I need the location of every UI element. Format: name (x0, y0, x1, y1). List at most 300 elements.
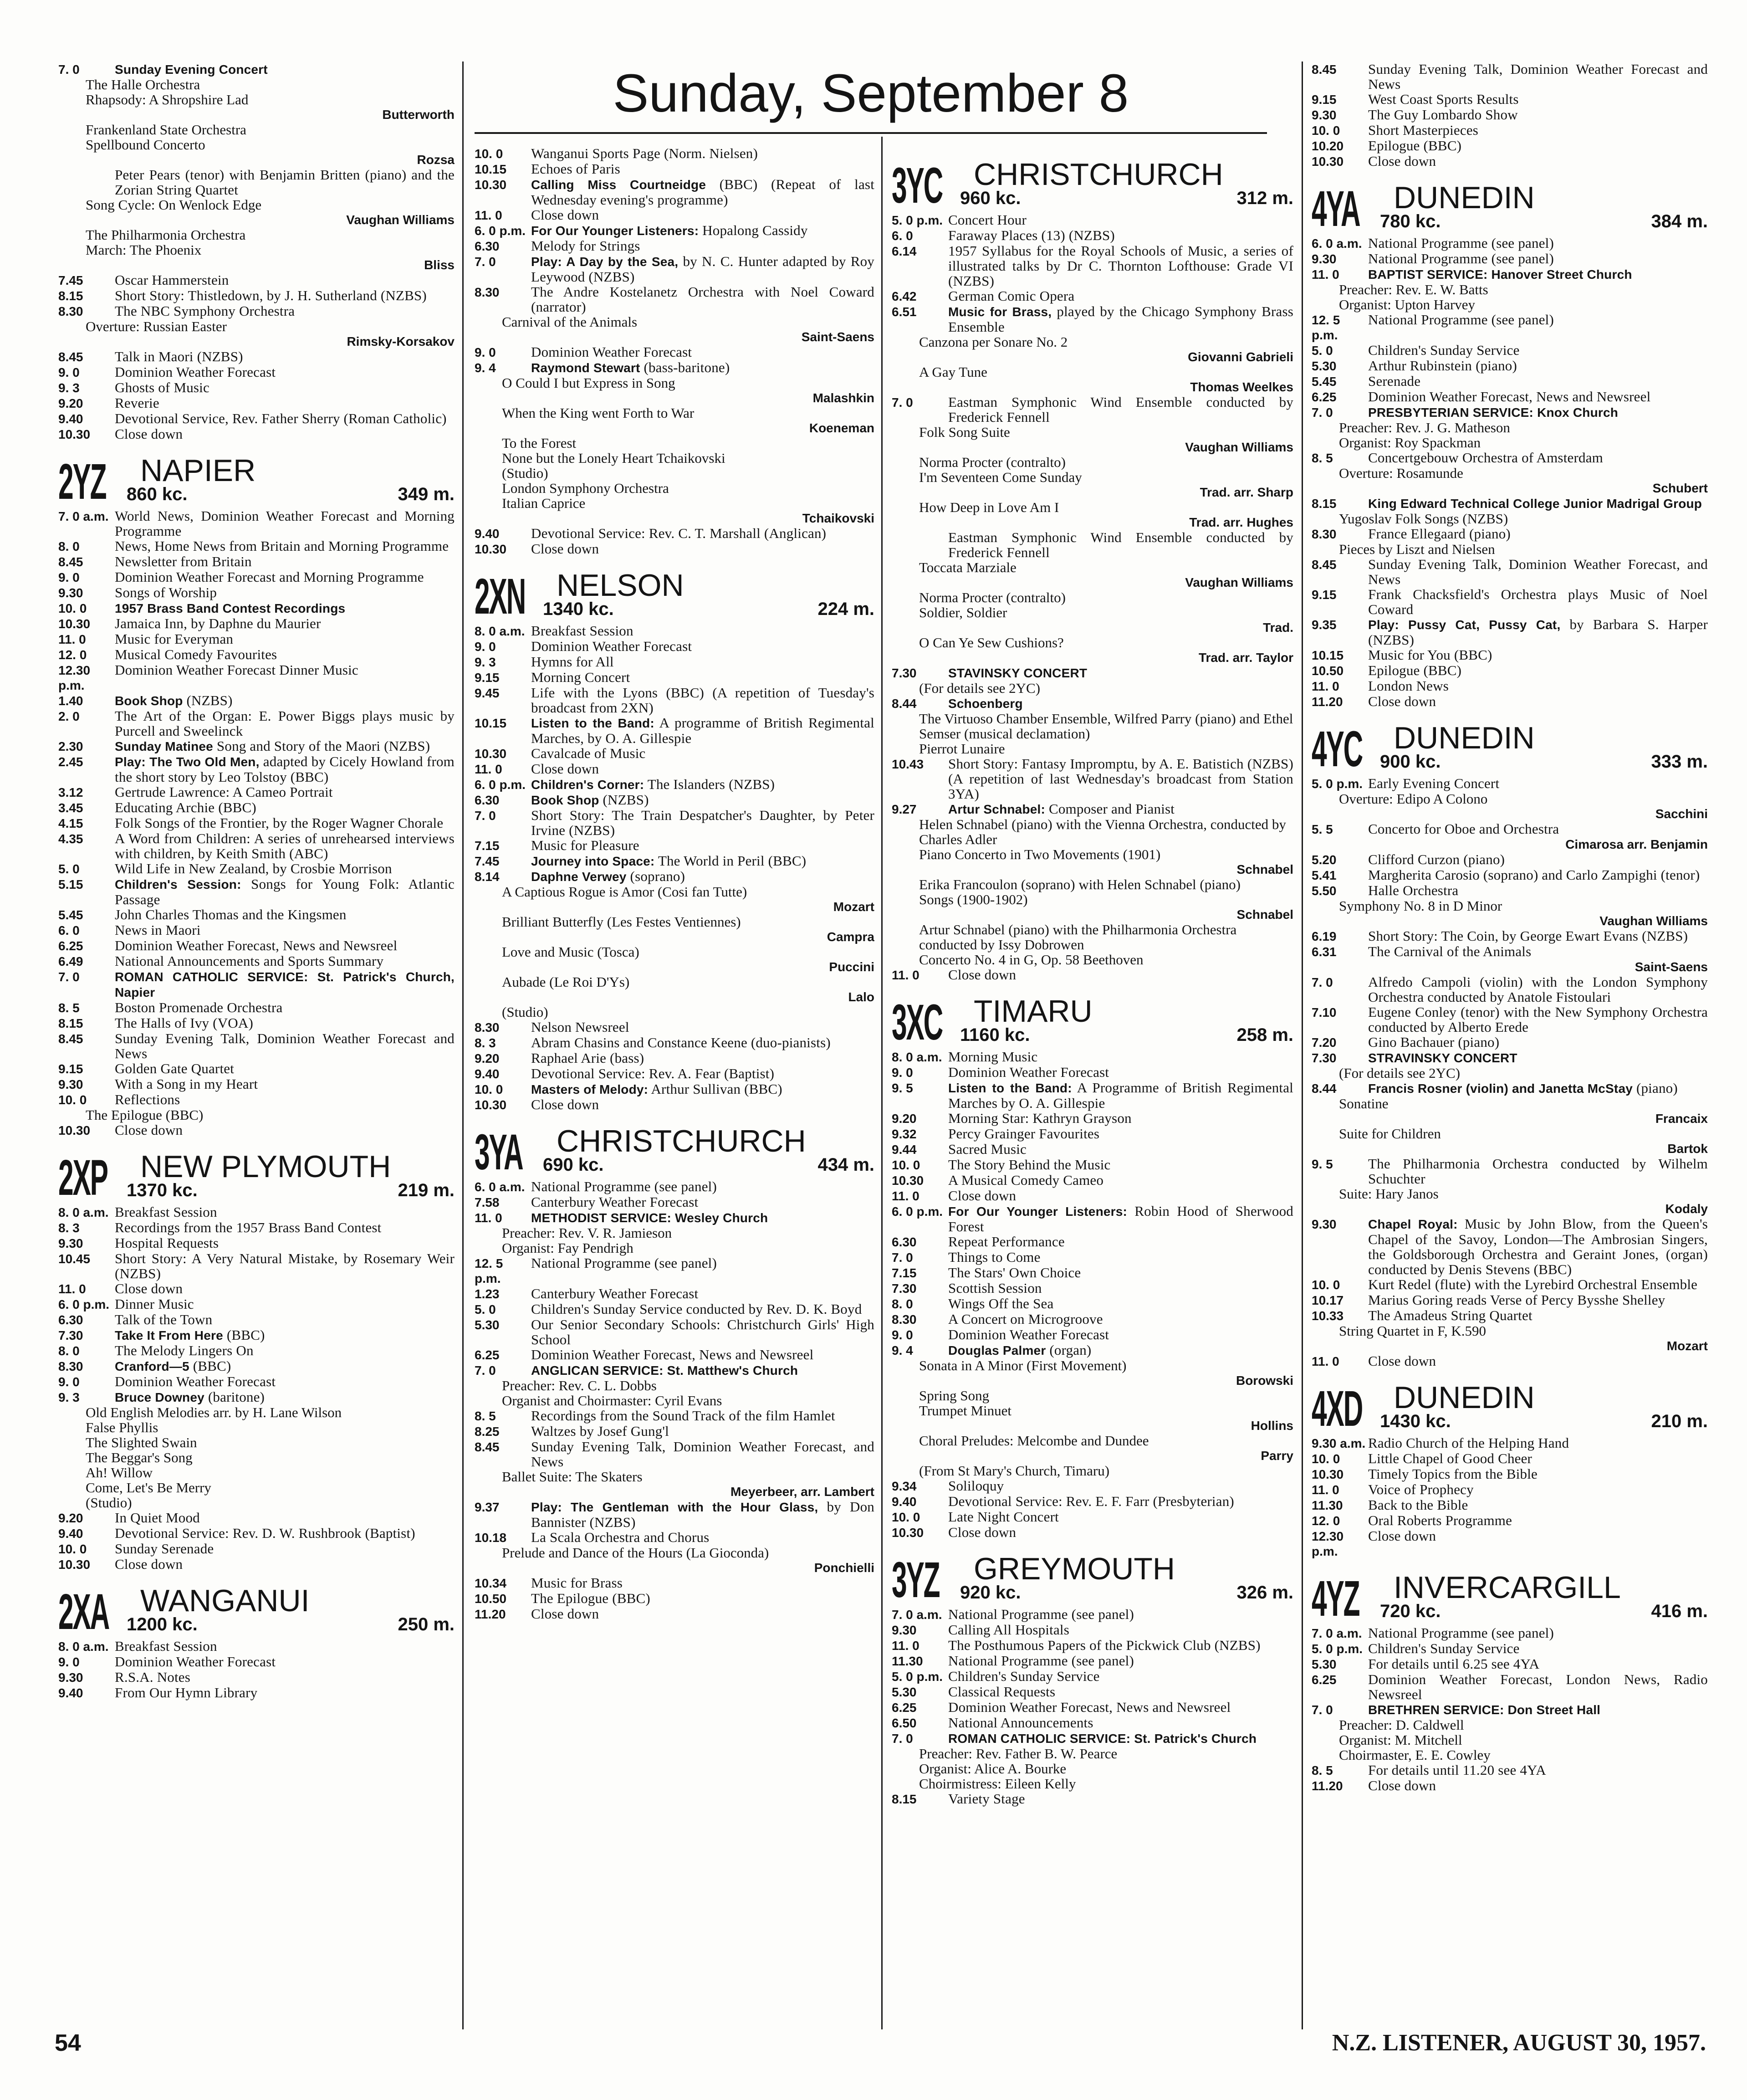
entry-text (1368, 1353, 1708, 1368)
entry-text (115, 288, 455, 303)
entry-text (531, 777, 874, 792)
entry-time: 9.44 (892, 1142, 917, 1157)
programme-entry (58, 907, 455, 922)
entry-description: Breakfast Session (115, 1638, 217, 1654)
entry-detail-line: Organist: Fay Pendrigh (502, 1240, 633, 1256)
entry-description: Eastman Symphonic Wind Ensemble conducted by Frederick Fennell (948, 394, 1293, 425)
entry-description: by Don Bannister (NZBS) (531, 1499, 874, 1530)
entry-description: La Scala Orchestra and Chorus (531, 1529, 710, 1545)
entry-description: National Programme (see panel) (1368, 251, 1554, 266)
entry-description: Close down (531, 1606, 599, 1622)
entry-text (115, 861, 455, 876)
entry-description: Dominion Weather Forecast (531, 638, 692, 654)
entry-text (531, 654, 874, 669)
programme-entry (892, 1478, 1293, 1494)
station-wavelength: 326 m. (1236, 1583, 1293, 1603)
entry-detail-line: Suite: Hary Janos (1339, 1186, 1439, 1202)
entry-time: 6.25 (1312, 390, 1337, 404)
programme-entry (58, 538, 455, 554)
entry-description: France Ellegaard (piano) (1368, 526, 1511, 542)
entry-description: Dominion Weather Forecast and Morning Programme (115, 569, 424, 585)
entry-description: (NZBS) (186, 692, 233, 708)
entry-time: 10. 0 (1312, 123, 1340, 138)
entry-description: National Programme (see panel) (531, 1178, 717, 1194)
entry-text (115, 1374, 455, 1389)
entry-text (948, 756, 1293, 801)
programme-entry (58, 1654, 455, 1670)
entry-highlight: Children's Session: (115, 877, 241, 891)
programme-entry (1312, 1778, 1708, 1793)
programme-entry (1312, 1641, 1708, 1656)
programme-entry (1312, 123, 1708, 138)
entry-highlight: Play: The Gentleman with the Hour Glass, (531, 1500, 818, 1514)
entry-text (1368, 450, 1708, 465)
programme-entry (1312, 867, 1708, 883)
entry-time: 6.30 (892, 1235, 917, 1249)
programme-entry (58, 1541, 455, 1557)
programme-entry (892, 1080, 1293, 1111)
entry-text (948, 1157, 1293, 1172)
station-callsign: 4XD (1312, 1381, 1363, 1437)
entry-text (1368, 251, 1708, 266)
station-details (960, 993, 1293, 1046)
entry-description: Ghosts of Music (115, 379, 209, 395)
programme-entry (58, 784, 455, 800)
entry-text (531, 1530, 874, 1545)
entry-text (531, 808, 874, 838)
entry-detail-line: (For details see 2YC) (1339, 1065, 1461, 1081)
entry-text (115, 1235, 455, 1250)
entry-description: The Art of the Organ: E. Power Biggs plays music by Purcell and Sweelinck (115, 708, 455, 739)
entry-time: 8. 0 a.m. (58, 1639, 109, 1654)
programme-entry (58, 288, 455, 303)
programme-entry (1312, 944, 1708, 959)
programme-entry (58, 1015, 455, 1031)
entry-time: 8.45 (1312, 62, 1337, 77)
entry-text (1368, 1451, 1708, 1466)
entry-text (948, 1250, 1293, 1265)
entry-composer: Mozart (1666, 1339, 1708, 1353)
entry-highlight: Take It From Here (115, 1328, 223, 1342)
programme-entry (1312, 405, 1708, 420)
entry-text (1368, 266, 1708, 282)
programme-entry (1312, 526, 1708, 542)
entry-description: World News, Dominion Weather Forecast and Morning Programme (115, 508, 455, 539)
station-callsign: 2XP (58, 1150, 107, 1206)
entry-detail-line: (Studio) (86, 1495, 132, 1511)
station-frequency: 690 kc. (543, 1155, 604, 1175)
entry-description: Epilogue (BBC) (1368, 138, 1462, 154)
entry-description: Dominion Weather Forecast (948, 1327, 1109, 1342)
entry-description: National Programme (see panel) (1368, 312, 1554, 328)
entry-time: 10. 0 (58, 1542, 87, 1556)
entry-description: Short Story: Fantasy Impromptu, by A. E. Batistich (NZBS) (A repetition of last Wednesday's broadcast from Station 3YA) (948, 756, 1293, 802)
entry-description: Close down (948, 967, 1017, 983)
station-wavelength: 258 m. (1236, 1025, 1293, 1045)
entry-detail-line: Preacher: D. Caldwell (1339, 1717, 1464, 1733)
programme-entry (475, 1424, 874, 1439)
entry-text (1368, 1035, 1708, 1050)
entry-description: by Barbara S. Harper (NZBS) (1368, 616, 1708, 648)
station-heading (1312, 719, 1708, 777)
entry-detail-line: Suite for Children (1339, 1126, 1441, 1142)
entry-highlight: Play: The Two Old Men, (115, 755, 260, 769)
programme-entry (58, 754, 455, 784)
station-heading (1312, 1569, 1708, 1627)
entry-time: 9.15 (475, 671, 500, 685)
entry-text (115, 831, 455, 861)
entry-time: 9.15 (1312, 588, 1337, 602)
entry-text (115, 1251, 455, 1281)
entry-description: Song and Story of the Maori (NZBS) (216, 738, 430, 754)
entry-description: The Story Behind the Music (948, 1157, 1111, 1173)
entry-text (948, 967, 1293, 982)
entry-time: 7. 0 (1312, 405, 1333, 420)
entry-text (115, 1557, 455, 1572)
entry-detail-line: Preacher: Rev. Father B. W. Pearce (919, 1746, 1118, 1762)
entry-description: Echoes of Paris (531, 161, 620, 177)
entry-description: Robin Hood of Sherwood Forest (948, 1203, 1293, 1234)
entry-time: 9.20 (58, 396, 83, 410)
entry-text (948, 1731, 1293, 1746)
entry-description: Late Night Concert (948, 1509, 1059, 1525)
entry-text (531, 254, 874, 284)
programme-entry (58, 585, 455, 600)
entry-time: 5.20 (1312, 853, 1337, 867)
entry-text (115, 508, 455, 538)
entry-text (1368, 1778, 1708, 1793)
programme-entry (892, 1653, 1293, 1669)
entry-detail-line: Overture: Rosamunde (1339, 465, 1463, 481)
entry-description: Folk Songs of the Frontier, by the Roger Wagner Chorale (115, 815, 444, 831)
programme-entry (58, 953, 455, 969)
programme-entry (58, 1204, 455, 1220)
entry-text (948, 1638, 1293, 1653)
entry-description: Music for Everyman (115, 631, 234, 647)
entry-text (531, 869, 874, 884)
entry-detail-line: To the Forest (502, 435, 577, 451)
programme-entry (58, 1358, 455, 1374)
entry-description: The Amadeus String Quartet (1368, 1307, 1532, 1323)
entry-time: 9.30 (892, 1623, 917, 1637)
entry-text (948, 1126, 1293, 1141)
entry-description: The NBC Symphony Orchestra (115, 303, 295, 319)
entry-time: 11. 0 (475, 208, 502, 222)
entry-description: Sunday Evening Talk, Dominion Weather Forecast, and News (531, 1439, 874, 1470)
entry-time: 7. 0 (475, 809, 496, 823)
entry-text (115, 554, 455, 569)
entry-description: London News (1368, 678, 1449, 694)
entry-time: 10. 0 (892, 1510, 920, 1524)
entry-text (1368, 1435, 1708, 1450)
programme-entry (58, 554, 455, 569)
entry-text (115, 922, 455, 937)
entry-description: Back to the Bible (1368, 1497, 1468, 1513)
entry-description: Our Senior Secondary Schools: Christchurch Girls' High School (531, 1316, 874, 1347)
programme-entry (58, 938, 455, 953)
programme-entry (1312, 1702, 1708, 1717)
programme-entry (1312, 776, 1708, 791)
entry-text (531, 1066, 874, 1081)
programme-entry (1312, 928, 1708, 944)
entry-text (948, 1525, 1293, 1540)
station-frequency: 1430 kc. (1380, 1411, 1451, 1431)
programme-entry (892, 696, 1293, 711)
programme-entry (1312, 389, 1708, 405)
entry-text (531, 1347, 874, 1362)
entry-text (531, 1424, 874, 1439)
entry-description: The Guy Lombardo Show (1368, 107, 1518, 123)
station-city: NELSON (557, 568, 684, 603)
entry-time: 12.30 p.m. (1312, 1529, 1344, 1558)
entry-text (1368, 312, 1708, 327)
entry-text (948, 1653, 1293, 1668)
entry-highlight: Artur Schnabel: (948, 802, 1046, 816)
programme-entry (58, 1076, 455, 1092)
station-callsign: 3YC (892, 158, 943, 214)
entry-description: Gertrude Lawrence: A Cameo Portrait (115, 784, 333, 800)
entry-text (115, 1327, 455, 1343)
entry-text (115, 1092, 455, 1107)
entry-highlight: Bruce Downey (115, 1390, 204, 1404)
entry-time: 8.14 (475, 870, 500, 884)
programme-entry (892, 1126, 1293, 1142)
station-callsign: 3YA (475, 1124, 523, 1180)
entry-time: 5. 0 p.m. (892, 213, 943, 227)
programme-entry (892, 1204, 1293, 1234)
entry-description: The Andre Kostelanetz Orchestra with Noel Coward (narrator) (531, 284, 874, 315)
entry-description: Children's Sunday Service (1368, 1640, 1520, 1656)
entry-description: Recordings from the 1957 Brass Band Contest (115, 1219, 382, 1235)
programme-entry (892, 394, 1293, 425)
entry-highlight: ANGLICAN SERVICE: St. Matthew's Church (531, 1363, 798, 1378)
programme-entry (1312, 1277, 1708, 1292)
station-city: GREYMOUTH (974, 1552, 1175, 1586)
entry-text (948, 1478, 1293, 1493)
entry-description: Canterbury Weather Forecast (531, 1194, 699, 1210)
station-details (960, 156, 1293, 210)
entry-detail-line: Ah! Willow (86, 1465, 153, 1480)
entry-time: 6.25 (1312, 1673, 1337, 1687)
entry-time: 9.30 (1312, 252, 1337, 266)
entry-time: 11.20 (475, 1607, 506, 1621)
entry-highlight: Cranford—5 (115, 1359, 189, 1373)
programme-entry (892, 530, 1293, 560)
entry-description: Clifford Curzon (piano) (1368, 851, 1505, 867)
entry-description: Music for Pleasure (531, 837, 639, 853)
entry-detail-line: London Symphony Orchestra (502, 480, 669, 496)
station-city: DUNEDIN (1394, 721, 1535, 755)
entry-time: 10. 0 (58, 1093, 87, 1107)
entry-description: Sacred Music (948, 1141, 1027, 1157)
programme-entry (58, 662, 455, 693)
entry-description: National Programme (see panel) (1368, 235, 1554, 251)
entry-text (531, 623, 874, 638)
entry-time: 6. 0 p.m. (475, 778, 526, 792)
entry-text (948, 1065, 1293, 1080)
entry-description: For details until 11.20 see 4YA (1368, 1762, 1546, 1778)
station-callsign: 4YZ (1312, 1571, 1359, 1627)
entry-detail-line: The Halle Orchestra (86, 77, 200, 92)
entry-time: 7.15 (892, 1266, 917, 1280)
entry-composer: Saint-Saens (801, 330, 874, 344)
entry-description: Short Story: A Very Natural Mistake, by Rosemary Weir (NZBS) (115, 1250, 455, 1281)
entry-time: 8.30 (892, 1312, 917, 1327)
entry-text (115, 969, 455, 1000)
entry-text (115, 1122, 455, 1137)
station-frequency: 960 kc. (960, 188, 1021, 208)
station-details (127, 1148, 455, 1202)
entry-text (115, 631, 455, 646)
entry-time: 9. 0 (58, 1655, 80, 1669)
entry-description: Sunday Evening Talk, Dominion Weather Forecast and News (1368, 61, 1708, 92)
station-city: NAPIER (140, 453, 256, 488)
entry-text (115, 800, 455, 815)
programme-entry (1312, 374, 1708, 389)
station-details (127, 1582, 455, 1636)
programme-entry (58, 167, 455, 197)
entry-detail-line: Folk Song Suite (919, 424, 1010, 440)
programme-entry (892, 228, 1293, 243)
entry-composer: Trad. arr. Hughes (1189, 515, 1293, 529)
entry-description: Dominion Weather Forecast (115, 1373, 276, 1389)
entry-description: Gino Bachauer (piano) (1368, 1034, 1500, 1050)
station-frequency: 780 kc. (1380, 211, 1441, 231)
entry-description: Concertgebouw Orchestra of Amsterdam (1368, 450, 1603, 466)
entry-composer: Sacchini (1655, 807, 1708, 821)
entry-description: Dominion Weather Forecast, News and Newsreel (531, 1347, 814, 1362)
entry-text (115, 426, 455, 441)
entry-composer: Cimarosa arr. Benjamin (1565, 837, 1708, 851)
entry-composer: Trad. arr. Taylor (1198, 650, 1293, 665)
station-heading (58, 1148, 455, 1206)
entry-description: Things to Come (948, 1249, 1041, 1265)
entry-detail-line: Symphony No. 8 in D Minor (1339, 898, 1502, 914)
programme-entry (892, 1157, 1293, 1173)
entry-detail-line: The Philharmonia Orchestra (86, 227, 246, 243)
programme-entry (475, 1066, 874, 1081)
entry-time: 8. 0 a.m. (58, 1205, 109, 1219)
entry-text (948, 1684, 1293, 1699)
entry-time: 6.31 (1312, 945, 1337, 959)
programme-entry (1312, 1004, 1708, 1035)
entry-time: 9.20 (892, 1111, 917, 1126)
entry-detail-line: Spellbound Concerto (86, 137, 205, 153)
programme-entry (1312, 266, 1708, 282)
entry-time: 11. 0 (58, 1282, 86, 1296)
programme-entry (1312, 694, 1708, 709)
entry-description: Close down (1368, 1777, 1436, 1793)
station-callsign: 4YC (1312, 721, 1363, 777)
entry-highlight: Masters of Melody: (531, 1082, 649, 1096)
entry-time: 9. 4 (892, 1343, 913, 1357)
entry-highlight: Journey into Space: (531, 854, 655, 868)
entry-composer: Tchaikovski (802, 511, 874, 525)
entry-text (1368, 1466, 1708, 1481)
programme-entry (892, 1494, 1293, 1509)
entry-text (1368, 1762, 1708, 1777)
programme-entry (58, 1235, 455, 1251)
entry-time: 9.45 (475, 686, 500, 700)
entry-detail-line: Come, Let's Be Merry (86, 1480, 211, 1496)
entry-text (1368, 1497, 1708, 1512)
entry-time: 11. 0 (1312, 1354, 1339, 1368)
entry-text (531, 1035, 874, 1050)
programme-entry (892, 1111, 1293, 1126)
entry-text (1368, 526, 1708, 541)
entry-detail-line: Aubade (Le Roi D'Ys) (502, 974, 630, 990)
entry-time: 7.20 (1312, 1035, 1337, 1050)
programme-entry (58, 861, 455, 876)
entry-description: Sunday Evening Talk, Dominion Weather Forecast and News (115, 1030, 455, 1061)
programme-entry (475, 670, 874, 685)
entry-description: Morning Music (948, 1049, 1038, 1065)
programme-entry (58, 647, 455, 662)
programme-entry (475, 1210, 874, 1225)
programme-entry (475, 1255, 874, 1286)
programme-entry (58, 616, 455, 631)
entry-description: Songs of Worship (115, 584, 217, 600)
entry-text (1368, 1656, 1708, 1671)
entry-description: A Programme of British Regimental Marches by O. A. Gillespie (948, 1080, 1293, 1111)
entry-time: 8. 0 (58, 539, 80, 553)
entry-highlight: Douglas Palmer (948, 1343, 1046, 1357)
programme-entry (892, 1142, 1293, 1157)
entry-time: 8.30 (1312, 527, 1337, 541)
entry-description: Dominion Weather Forecast (115, 1654, 276, 1670)
programme-entry (892, 304, 1293, 334)
entry-composer: Trad. (1263, 620, 1293, 635)
entry-text (115, 411, 455, 426)
entry-description: Arthur Sullivan (BBC) (651, 1081, 782, 1097)
entry-text (1368, 92, 1708, 107)
entry-time: 10.15 (475, 716, 507, 730)
entry-detail-line: Toccata Marziale (919, 559, 1017, 575)
entry-time: 6.42 (892, 289, 917, 303)
entry-description: Devotional Service: Rev. C. T. Marshall (Anglican) (531, 525, 827, 541)
entry-description: (piano) (1636, 1080, 1678, 1096)
programme-entry (475, 1362, 874, 1378)
entry-time: 10.30 (1312, 1467, 1344, 1481)
entry-highlight: Book Shop (115, 694, 183, 708)
entry-time: 6. 0 (892, 229, 913, 243)
entry-highlight: BRETHREN SERVICE: Don Street Hall (1368, 1703, 1601, 1717)
entry-time: 8. 3 (475, 1036, 496, 1050)
programme-entry (1312, 1035, 1708, 1050)
entry-detail-line: Piano Concerto in Two Movements (1901) (919, 846, 1161, 862)
entry-text (1368, 852, 1708, 867)
entry-detail-line: Sonatine (1339, 1096, 1389, 1111)
entry-description: Sunday Serenade (115, 1541, 214, 1557)
station-wavelength: 210 m. (1651, 1411, 1708, 1431)
programme-entry (475, 792, 874, 808)
entry-highlight: Francis Rosner (violin) and Janetta McStay (1368, 1081, 1633, 1096)
programme-entry (58, 738, 455, 754)
station-wavelength: 333 m. (1651, 752, 1708, 772)
column-4 (1312, 61, 1708, 2032)
entry-description: With a Song in my Heart (115, 1076, 258, 1092)
entry-time: 8. 0 a.m. (892, 1050, 942, 1064)
entry-time: 9.40 (58, 412, 83, 426)
entry-detail-line: Choirmaster, E. E. Cowley (1339, 1747, 1491, 1763)
entry-time: 9.40 (58, 1686, 83, 1700)
entry-time: 11.30 (892, 1654, 923, 1668)
programme-entry (475, 685, 874, 715)
programme-entry (475, 161, 874, 177)
programme-entry (1312, 251, 1708, 266)
entry-text (115, 784, 455, 799)
entry-time: 9.30 (58, 1077, 83, 1091)
